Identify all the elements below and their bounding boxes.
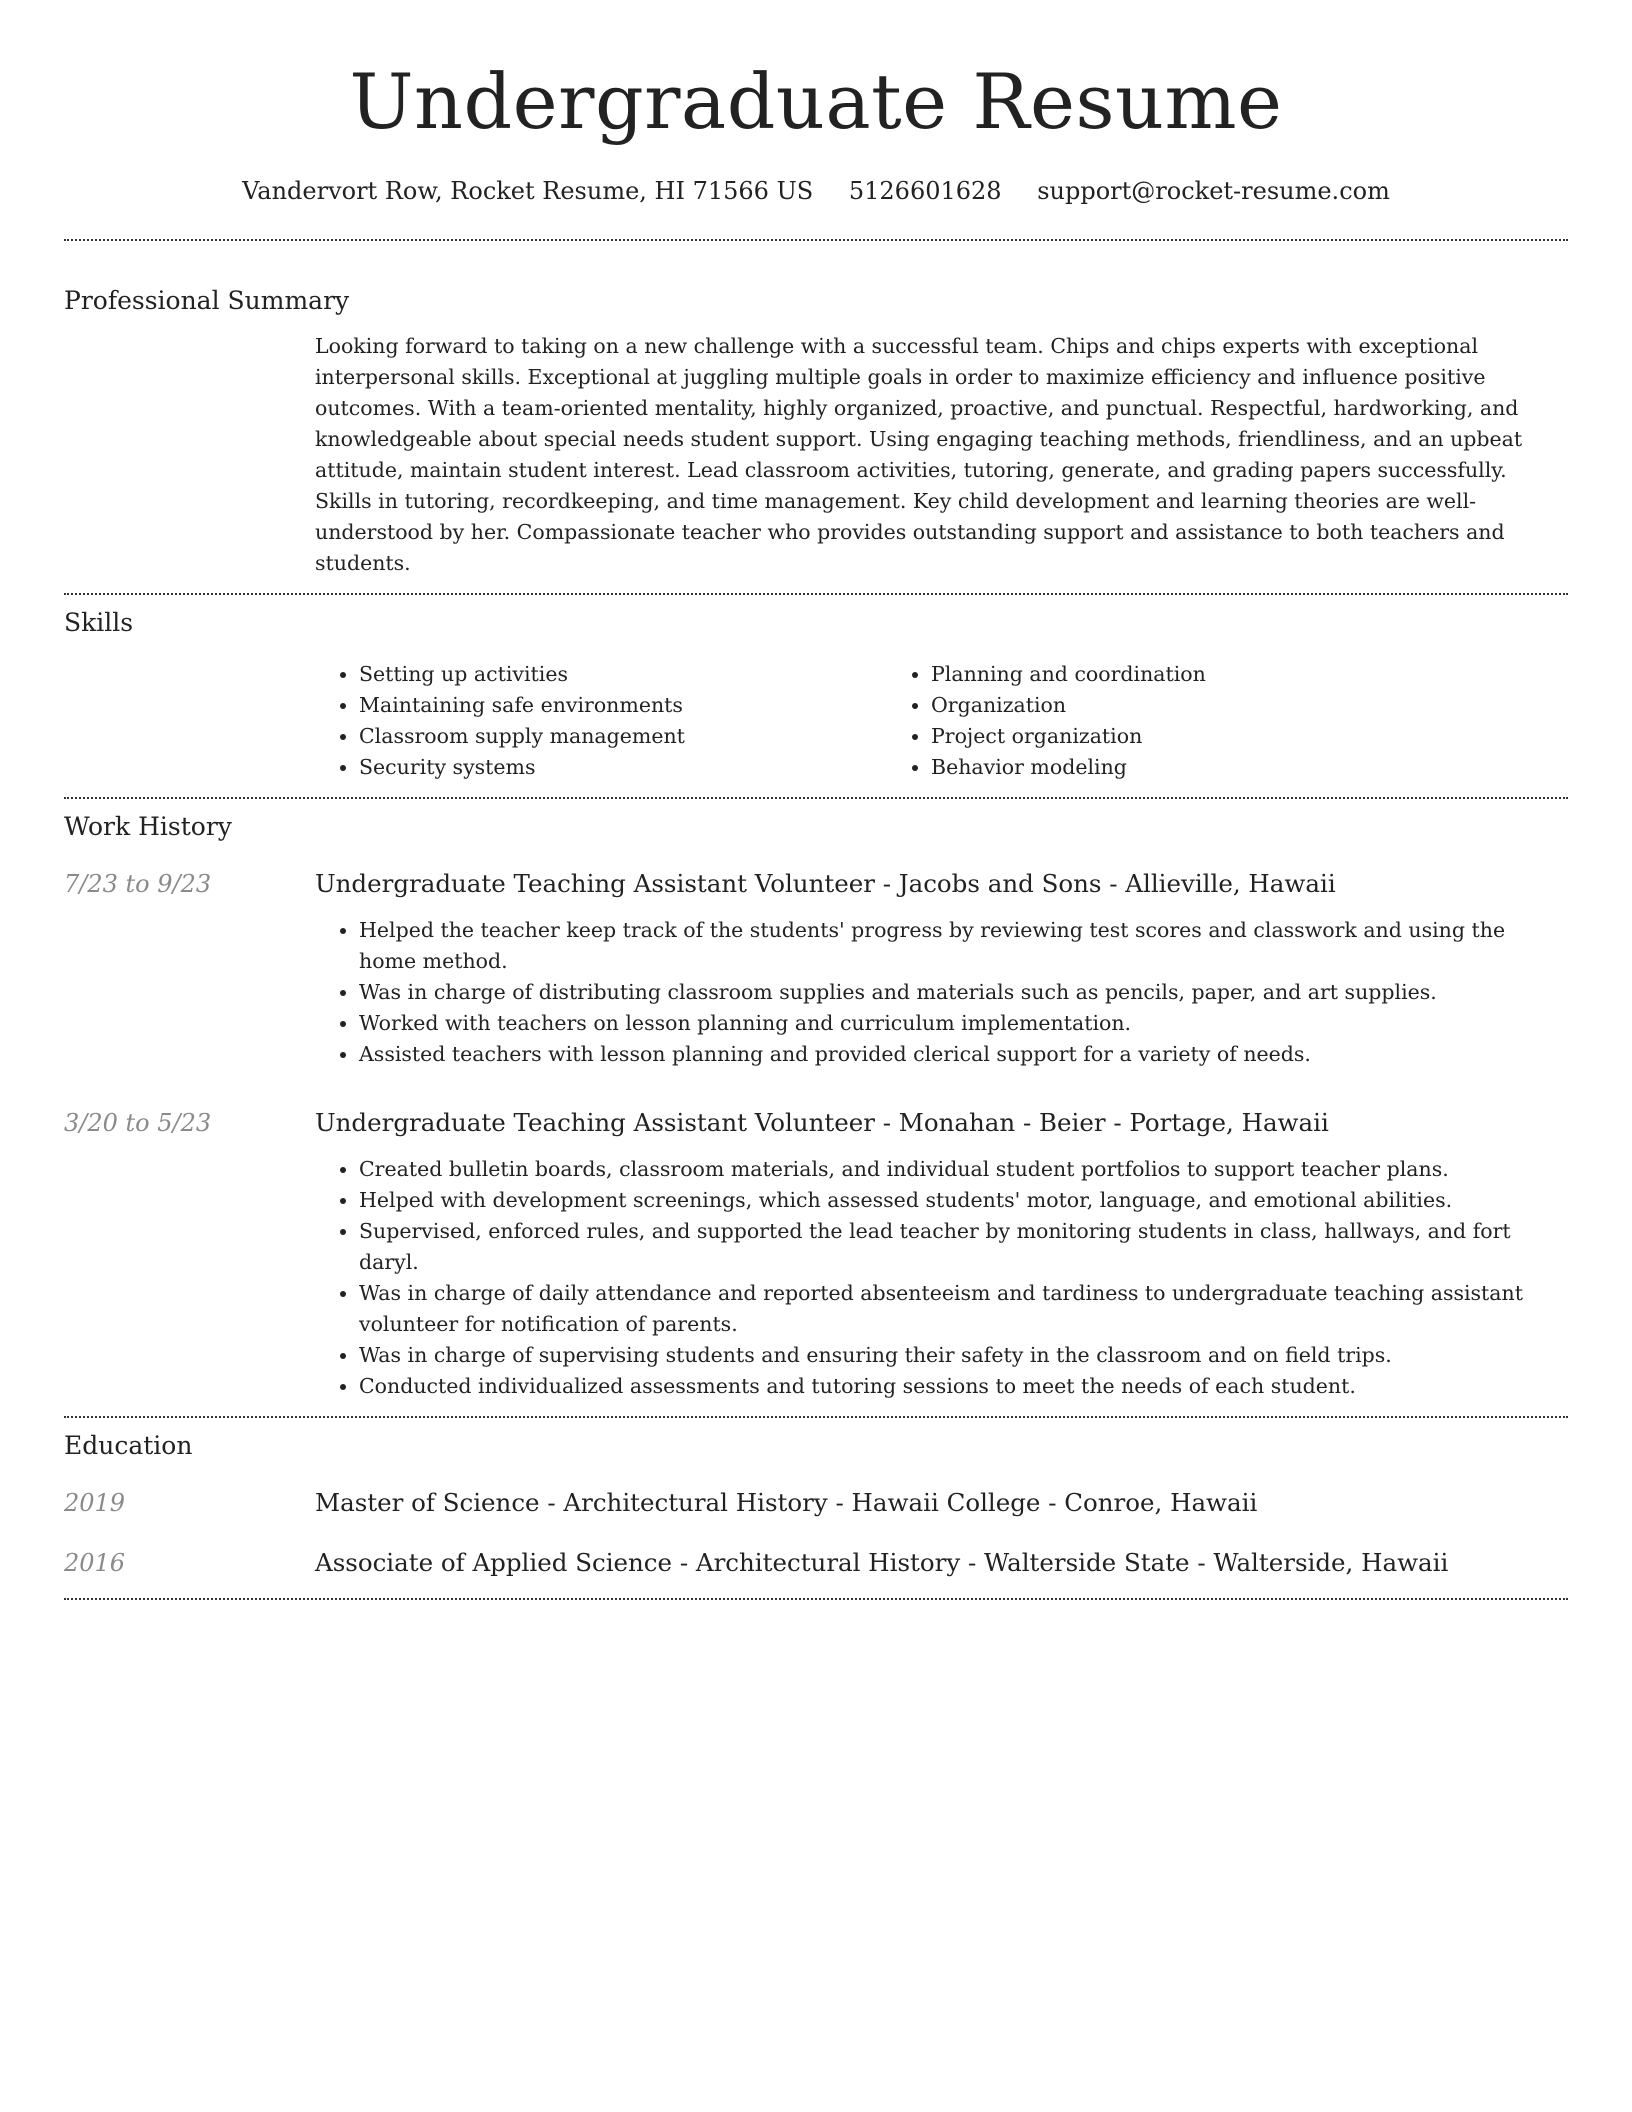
divider [64, 1416, 1568, 1418]
contact-email: support@rocket-resume.com [1037, 177, 1390, 205]
job-heading: Undergraduate Teaching Assistant Volunteer - Jacobs and Sons - Allieville, Hawaii [315, 869, 1336, 898]
contact-address: Vandervort Row, Rocket Resume, HI 71566 US [242, 177, 814, 205]
skill-item: • Planning and coordination [931, 659, 1459, 690]
job-bullet: • Assisted teachers with lesson planning and provided clerical support for a variety of needs. [359, 1039, 1568, 1070]
education-entry [64, 1486, 1568, 1520]
education-year: 2019 [64, 1489, 126, 1517]
resume-title: Undergraduate Resume [349, 57, 1283, 146]
job-body [315, 1106, 1568, 1402]
job-bullet: • Created bulletin boards, classroom materials, and individual student portfolios to support teacher plans. [359, 1154, 1568, 1185]
education-year: 2016 [64, 1549, 126, 1577]
divider [64, 1598, 1568, 1600]
job-bullets [315, 915, 1568, 1070]
education-heading: Associate of Applied Science - Architectural History - Walterside State - Walterside, Hawaii [315, 1548, 1449, 1577]
job-bullet: • Worked with teachers on lesson planning and curriculum implementation. [359, 1008, 1568, 1039]
skill-item: • Project organization [931, 721, 1459, 752]
divider [64, 797, 1568, 799]
job-bullet: • Was in charge of supervising students and ensuring their safety in the classroom and on field trips. [359, 1340, 1568, 1371]
skill-item: • Organization [931, 690, 1459, 721]
summary-text: Looking forward to taking on a new challenge with a successful team. Chips and chips experts with exceptional interpersonal skills. Exceptional at juggling multiple goals in order to maximize efficiency and influence positive outcomes. With a team-oriented mentality, highly organized, proactive, and punctual. Respectful, hardworking, and knowledgeable about special needs student support. Using engaging teaching methods, friendliness, and an upbeat attitude, maintain student interest. Lead classroom activities, tutoring, generate, and grading papers successfully. Skills in tutoring, recordkeeping, and time management. Key child development and learning theories are well-understood by her. Compassionate teacher who provides outstanding support and assistance to both teachers and students. [315, 334, 1523, 575]
skill-item: • Behavior modeling [931, 752, 1459, 783]
section-title-education: Education [64, 1431, 193, 1460]
contact-phone: 5126601628 [848, 177, 1002, 205]
job-dates: 3/20 to 5/23 [64, 1109, 212, 1137]
skill-item: • Maintaining safe environments [359, 690, 887, 721]
section-title-summary: Professional Summary [64, 286, 350, 315]
skill-item: • Classroom supply management [359, 721, 887, 752]
job-bullet: • Was in charge of distributing classroom supplies and materials such as pencils, paper, and art supplies. [359, 977, 1568, 1008]
job-entry [64, 1106, 1568, 1402]
skills-column-right [887, 659, 1459, 783]
divider [64, 239, 1568, 241]
job-body [315, 867, 1568, 1070]
job-bullets [315, 1154, 1568, 1402]
education-heading: Master of Science - Architectural History - Hawaii College - Conroe, Hawaii [315, 1488, 1258, 1517]
job-bullet: • Conducted individualized assessments and tutoring sessions to meet the needs of each student. [359, 1371, 1568, 1402]
job-bullet: • Helped the teacher keep track of the students' progress by reviewing test scores and classwork and using the home method. [359, 915, 1568, 977]
job-bullet: • Was in charge of daily attendance and reported absenteeism and tardiness to undergraduate teaching assistant volunteer for notification of parents. [359, 1278, 1568, 1340]
section-title-skills: Skills [64, 608, 134, 637]
education-entry [64, 1546, 1568, 1580]
skill-item: • Security systems [359, 752, 887, 783]
section-title-work: Work History [64, 812, 232, 841]
job-bullet: • Supervised, enforced rules, and supported the lead teacher by monitoring students in class, hallways, and fort daryl. [359, 1216, 1568, 1278]
divider [64, 593, 1568, 595]
job-dates: 7/23 to 9/23 [64, 870, 212, 898]
skill-item: • Setting up activities [359, 659, 887, 690]
job-entry [64, 867, 1568, 1070]
job-heading: Undergraduate Teaching Assistant Volunteer - Monahan - Beier - Portage, Hawaii [315, 1108, 1329, 1137]
skills-column-left [315, 659, 887, 783]
contact-line [64, 176, 1568, 206]
skills-list [315, 659, 1568, 783]
job-bullet: • Helped with development screenings, which assessed students' motor, language, and emotional abilities. [359, 1185, 1568, 1216]
